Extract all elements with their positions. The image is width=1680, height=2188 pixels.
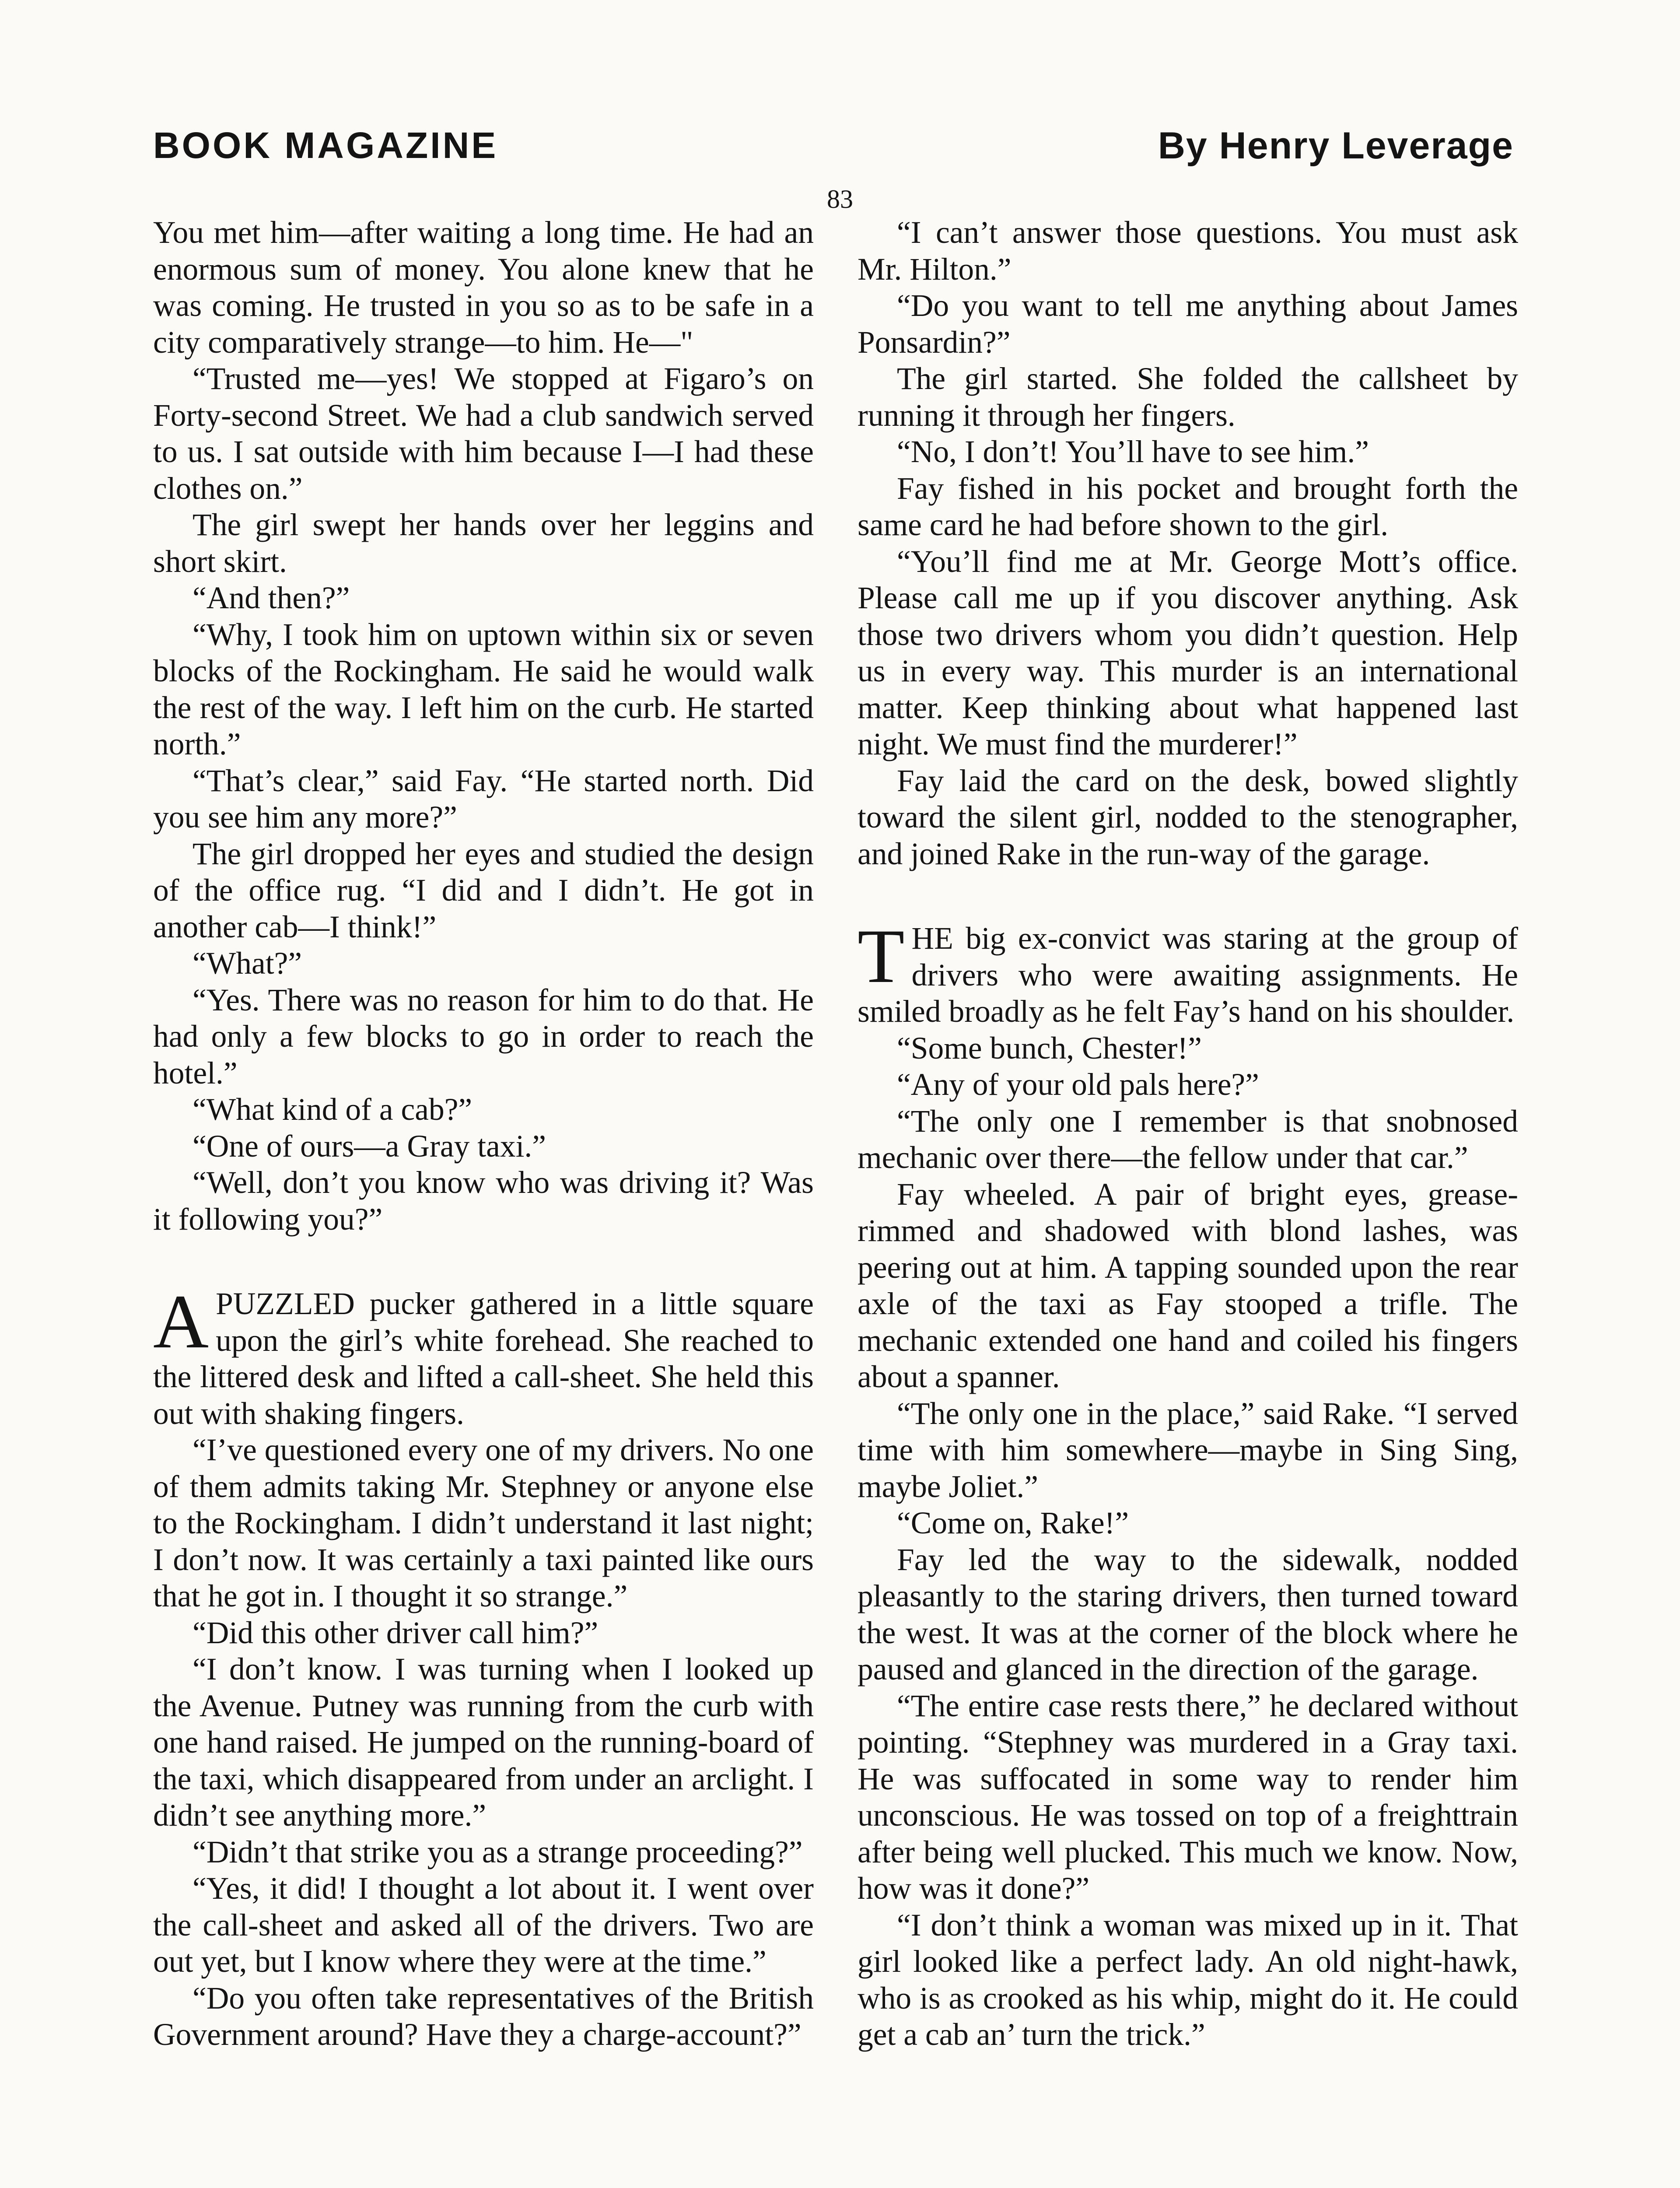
paragraph: “The only one in the place,” said Rake. “I served time with him somewhere—maybe in Sing Sing, maybe Joliet.” (858, 1396, 1518, 1504)
paragraph: “I don’t think a woman was mixed up in it. That girl looked like a perfect lady. An old night-hawk, who is as crooked as his whip, might do it. He could get a cab an’ turn the trick.” (858, 1907, 1518, 2052)
paragraph: “Why, I took him on uptown within six or seven blocks of the Rockingham. He said he would walk the rest of the way. I left him on the curb. He started north.” (153, 617, 814, 761)
paragraph: The girl swept her hands over her leggins and short skirt. (153, 508, 814, 579)
paragraph: “Do you often take representatives of the British Government around? Have they a charge-account?” (153, 1981, 814, 2052)
left-column (153, 214, 814, 2053)
paragraph: “Did this other driver call him?” (192, 1615, 598, 1650)
paragraph: “Yes, it did! I thought a lot about it. I went over the call-sheet and asked all of the drivers. Two are out yet, but I know where they were at the time.” (153, 1871, 814, 1979)
paragraph: “You’ll find me at Mr. George Mott’s office. Please call me up if you discover anything. Ask those two drivers whom you didn’t question. Help us in every way. This murder is an international matter. Keep thinking about what happened last night. We must find the murderer!” (858, 544, 1518, 761)
paragraph: “That’s clear,” said Fay. “He started north. Did you see him any more?” (153, 763, 814, 835)
paragraph: Fay laid the card on the desk, bowed slightly toward the silent girl, nodded to the stenographer, and joined Rake in the run-way of the garage. (858, 763, 1518, 871)
paragraph: Fay fished in his pocket and brought forth the same card he had before shown to the girl. (858, 471, 1518, 542)
magazine-title: BOOK MAGAZINE (153, 125, 498, 166)
paragraph: “Yes. There was no reason for him to do that. He had only a few blocks to go in order to reach the hotel.” (153, 982, 814, 1090)
paragraph: “What?” (192, 946, 302, 981)
paragraph: “Come on, Rake!” (897, 1506, 1129, 1540)
page-number: 83 (827, 185, 853, 214)
right-column (858, 214, 1518, 2053)
paragraph: “One of ours—a Gray taxi.” (192, 1129, 546, 1164)
paragraph: The girl dropped her eyes and studied the design of the office rug. “I did and I didn’t. He got in another cab—I think!” (153, 836, 814, 944)
paragraph: “The only one I remember is that snobnosed mechanic over there—the fellow under that car.” (858, 1104, 1518, 1175)
paragraph: “Didn’t that strike you as a strange proceeding?” (192, 1834, 803, 1869)
paragraph: “I don’t know. I was turning when I looked up the Avenue. Putney was running from the curb with one hand raised. He jumped on the running-board of the taxi, which disappeared from under an arclight. I didn’t see anything more.” (153, 1652, 814, 1833)
section-opening-paragraph (153, 1279, 814, 1432)
paragraph: “Some bunch, Chester!” (897, 1031, 1202, 1066)
paragraph: “Trusted me—yes! We stopped at Figaro’s on Forty-second Street. We had a club sandwich served to us. I sat outside with him because I—I had these clothes on.” (153, 361, 814, 506)
paragraph: “The entire case rests there,” he declared without pointing. “Stephney was murdered in a Gray taxi. He was suffocated in some way to render him unconscious. He was tossed on top of a freighttrain after being well plucked. This much we know. Now, how was it done?” (858, 1688, 1518, 1906)
section-opening-text: PUZZLED pucker gathered in a little square upon the girl’s white forehead. She reached to the littered desk and lifted a call-sheet. She held this out with shaking fingers. (153, 1287, 814, 1431)
paragraph: “Do you want to tell me anything about James Ponsardin?” (858, 288, 1518, 360)
paragraph: The girl started. She folded the callsheet by running it through her fingers. (858, 361, 1518, 433)
paragraph: Fay wheeled. A pair of bright eyes, grease-rimmed and shadowed with blond lashes, was peering out at him. A tapping sounded upon the rear axle of the taxi as Fay stooped a trifle. The mechanic extended one hand and coiled his fingers about a spanner. (858, 1177, 1518, 1394)
drop-cap: A (153, 1279, 209, 1364)
author-byline: By Henry Leverage (1158, 125, 1514, 167)
drop-cap: T (858, 914, 905, 999)
paragraph: “And then?” (192, 581, 350, 615)
paragraph: Fay led the way to the sidewalk, nodded pleasantly to the staring drivers, then turned toward the west. It was at the corner of the block where he paused and glanced in the direction of the garage. (858, 1542, 1518, 1687)
paragraph: “I can’t answer those questions. You must ask Mr. Hilton.” (858, 215, 1518, 287)
section-opening-text: HE big ex-convict was staring at the group of drivers who were awaiting assignments. He smiled broadly as he felt Fay’s hand on his shoulder. (858, 921, 1518, 1029)
section-opening-paragraph (858, 914, 1518, 1030)
paragraph: “Well, don’t you know who was driving it? Was it following you?” (153, 1165, 814, 1237)
paragraph: You met him—after waiting a long time. He had an enormous sum of money. You alone knew that he was coming. He trusted in you so as to be safe in a city comparatively strange—to him. He—" (153, 215, 814, 360)
paragraph: “What kind of a cab?” (192, 1092, 472, 1127)
paragraph: “No, I don’t! You’ll have to see him.” (897, 435, 1369, 469)
paragraph: “Any of your old pals here?” (897, 1067, 1259, 1102)
paragraph: “I’ve questioned every one of my drivers. No one of them admits taking Mr. Stephney or anyone else to the Rockingham. I didn’t understand it last night; I don’t now. It was certainly a taxi painted like ours that he got in. I thought it so strange.” (153, 1433, 814, 1613)
